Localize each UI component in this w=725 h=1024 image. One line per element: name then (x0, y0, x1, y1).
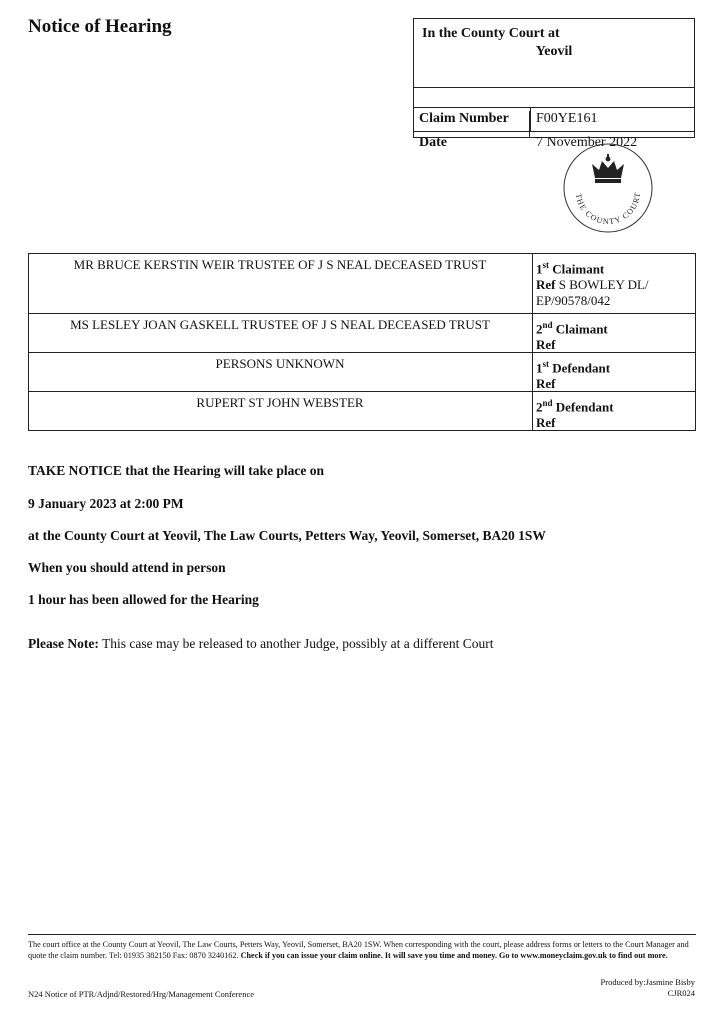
cell-divider (530, 108, 531, 131)
court-name-line2: Yeovil (535, 44, 573, 59)
footer-bold-text: Check if you can issue your claim online. It will save you time and money. Go to www.moneyclaim.gov.uk to find out more. (240, 951, 668, 960)
footer-text: The court office at the County Court at Yeovil, The Law Courts, Petters Way, Yeovil, Somerset, BA20 1SW. When corresponding with the court, please address forms or letters to the Court Manager and quote the claim number. Tel: 01935 382150 Fax: 0870 3240162. Check if you can issue your claim online. It will save you time and money. Go to www.moneyclaim.gov.uk to find out more. (28, 940, 689, 960)
ref-code: CJR024 (667, 988, 695, 998)
party-ref: Ref S BOWLEY DL/ EP/90578/042 (536, 277, 649, 309)
hearing-location: at the County Court at Yeovil, The Law Courts, Petters Way, Yeovil, Somerset, BA20 1SW (28, 528, 546, 543)
crown-icon (592, 154, 624, 183)
party-ref: Ref (536, 337, 556, 353)
party-role-cell (532, 254, 695, 313)
court-name-line1: In the County Court at (422, 26, 560, 41)
party-row (29, 254, 695, 314)
court-info-box (413, 18, 695, 150)
seal-text: THE COUNTY COURT (573, 191, 643, 227)
hearing-duration: 1 hour has been allowed for the Hearing (28, 592, 259, 607)
party-row (29, 314, 695, 353)
parties-table (28, 253, 696, 431)
party-role: 1st Defendant (536, 359, 611, 376)
please-note (28, 636, 494, 652)
footer-divider (28, 934, 696, 935)
party-name: RUPERT ST JOHN WEBSTER (196, 395, 364, 410)
claim-number-value: F00YE161 (536, 111, 598, 126)
notice-intro: TAKE NOTICE that the Hearing will take place on (28, 463, 325, 478)
party-ref: Ref (536, 415, 556, 431)
party-role-cell (532, 353, 695, 391)
produced-by: Produced by:Jasmine Bisby CJR024 (600, 977, 695, 998)
court-name-cell (414, 19, 694, 88)
party-row (29, 392, 695, 430)
note-text: This case may be released to another Judge, possibly at a different Court (101, 636, 494, 651)
claim-number-row (414, 107, 694, 132)
party-name: MS LESLEY JOAN GASKELL TRUSTEE OF J S NEAL DECEASED TRUST (70, 317, 490, 332)
date-cell-divider (529, 111, 530, 137)
party-name: MR BRUCE KERSTIN WEIR TRUSTEE OF J S NEAL DECEASED TRUST (73, 257, 487, 272)
party-role: 2nd Claimant (536, 320, 608, 337)
party-role-cell (532, 392, 695, 430)
date-row (414, 131, 694, 150)
note-label: Please Note: (28, 636, 99, 651)
party-role-cell (532, 314, 695, 352)
form-code: N24 Notice of PTR/Adjnd/Restored/Hrg/Management Conference (28, 989, 254, 999)
attendance-instruction: When you should attend in person (28, 560, 226, 575)
party-name: PERSONS UNKNOWN (215, 356, 345, 371)
date-value: 7 November 2022 (536, 135, 638, 150)
hearing-datetime: 9 January 2023 at 2:00 PM (28, 496, 184, 511)
party-ref: Ref (536, 376, 556, 392)
page-title: Notice of Hearing (28, 16, 172, 37)
date-label: Date (419, 135, 447, 150)
party-role: 2nd Defendant (536, 398, 614, 415)
claim-number-label: Claim Number (419, 111, 509, 126)
party-role: 1st Claimant (536, 260, 605, 277)
court-seal (562, 142, 654, 234)
party-row (29, 353, 695, 392)
